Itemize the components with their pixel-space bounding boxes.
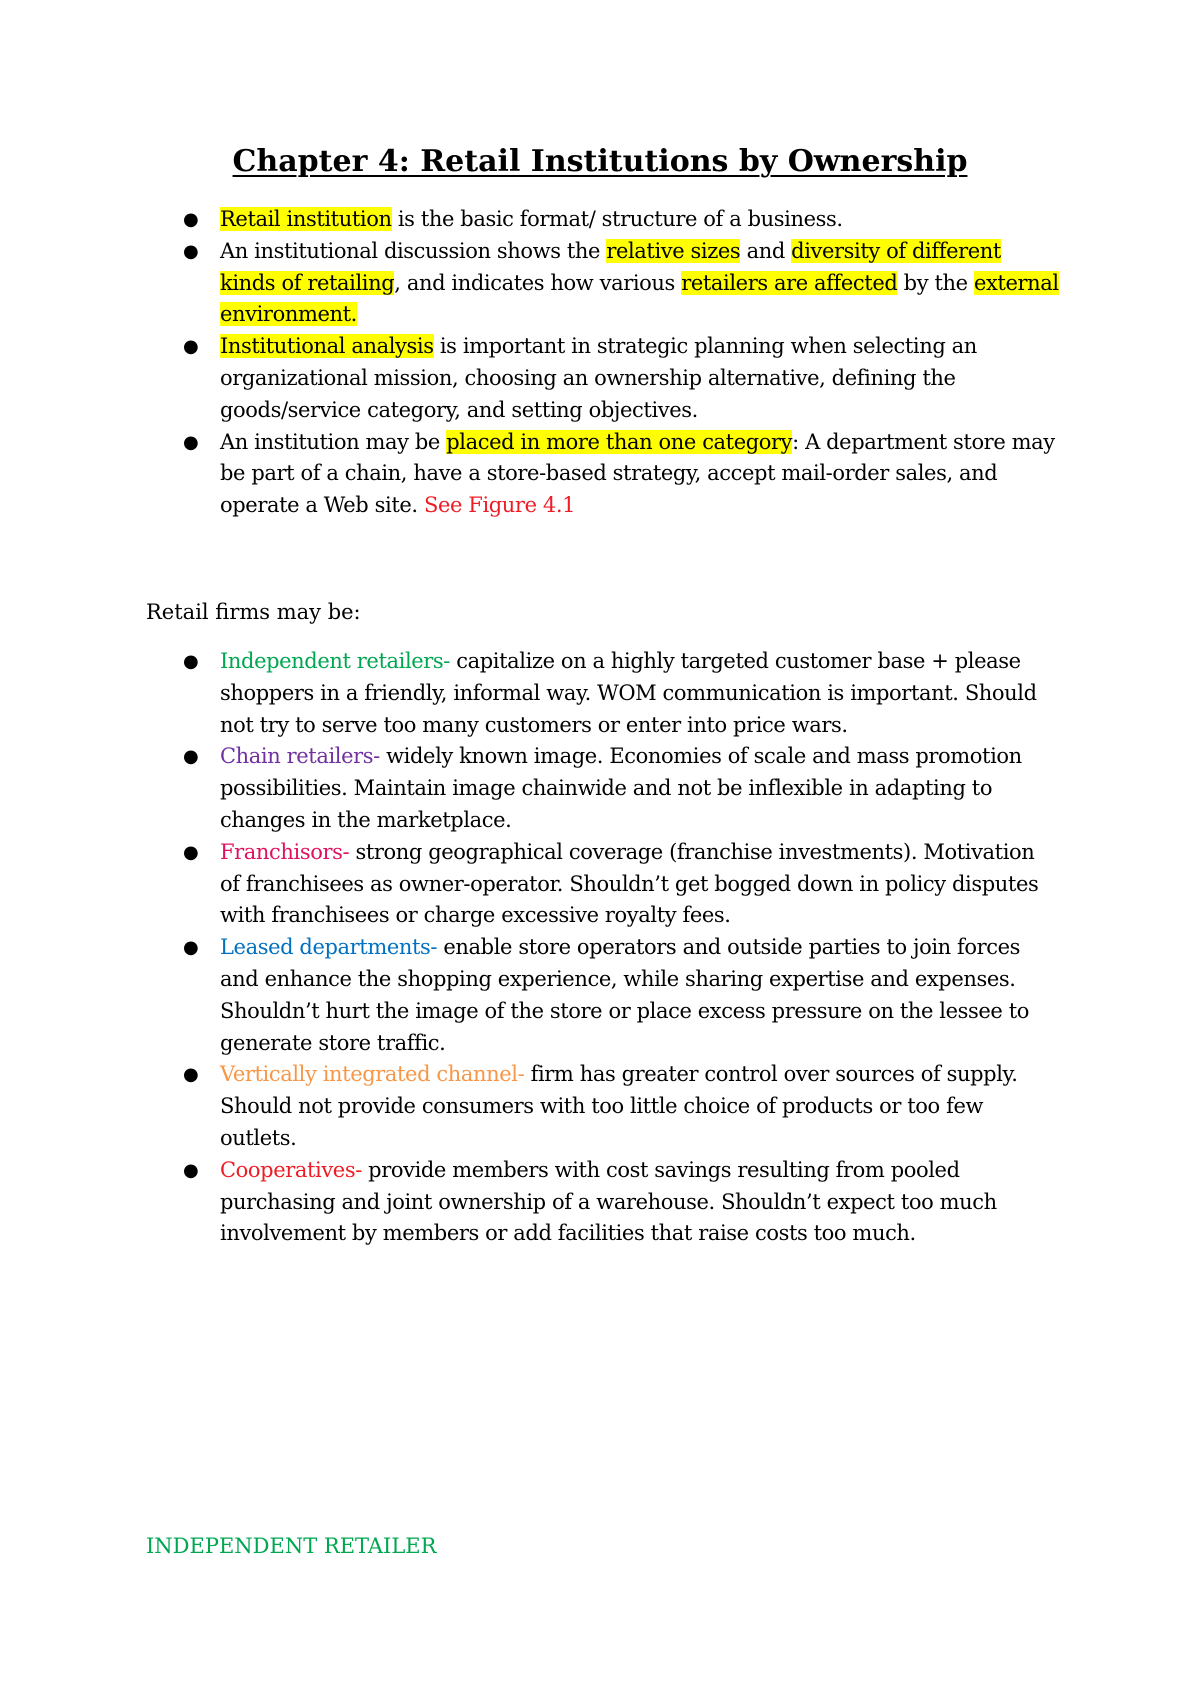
item-text: capitalize on a highly targeted customer base + please shoppers in a friendly, informal way. WOM communication is important. Should not try to serve too many customers or enter into price wars. [220, 649, 1037, 737]
firm-type-label: Vertically integrated channel- [220, 1062, 525, 1087]
highlighted-term: Retail institution [220, 207, 392, 231]
item-text: is important in strategic planning when selecting an organizational mission, choosing an ownership alternative, defining the goods/service category, and setting objectives. [220, 334, 977, 422]
list-item [0, 331, 1060, 426]
bullet-icon: ● [183, 1064, 199, 1086]
bullet-icon: ● [183, 209, 199, 230]
highlighted-term: external environment. [220, 270, 1059, 327]
item-text: An institutional discussion shows the [220, 238, 607, 263]
bullet-icon: ● [183, 937, 199, 959]
list-item [0, 236, 1060, 331]
item-text: enable store operators and outside parties to join forces and enhance the shopping experience, while sharing expertise and expenses. Shouldn’t hurt the image of the store or place excess pressure on the lessee to generate store traffic. [220, 935, 1030, 1055]
highlighted-term: diversity of different kinds of retailing [220, 238, 1001, 295]
item-text: is the basic format/ structure of a business. [391, 207, 843, 231]
item-text: by the [897, 270, 974, 295]
list-item [0, 1059, 1060, 1154]
list-item [0, 1155, 1060, 1250]
bullet-icon: ● [183, 1159, 199, 1181]
highlighted-term: Institutional analysis [220, 334, 434, 359]
bullet-icon: ● [183, 240, 199, 262]
item-text: and [740, 238, 792, 263]
item-text: An institution may be [220, 429, 447, 454]
list-item [0, 741, 1060, 836]
list-item [0, 932, 1060, 1059]
item-text: : A department store may be part of a chain, have a store-based strategy, accept mail-order sales, and operate a Web site. [220, 429, 1055, 518]
firm-type-label: Independent retailers- [220, 649, 450, 673]
intro-bullet-list [0, 204, 1060, 522]
list-item [0, 427, 1060, 522]
highlighted-term: relative sizes [606, 238, 741, 263]
firm-type-label: Cooperatives- [220, 1157, 362, 1182]
firm-type-label: Franchisors- [220, 839, 350, 864]
list-item [0, 204, 1060, 236]
highlighted-term: placed in more than one category [446, 429, 793, 454]
retail-firms-label: Retail firms may be: [146, 600, 361, 624]
bullet-icon: ● [183, 336, 199, 358]
list-item [0, 646, 1060, 741]
section-heading-independent-retailer: INDEPENDENT RETAILER [146, 1534, 437, 1558]
item-text: widely known image. Economies of scale and mass promotion possibilities. Maintain image chainwide and not be inflexible in adapting to changes in the marketplace. [220, 744, 1022, 832]
item-text: provide members with cost savings resulting from pooled purchasing and joint ownership of a warehouse. Shouldn’t expect too much involvement by members or add facilities that raise costs too much. [220, 1157, 997, 1246]
firm-type-label: Chain retailers- [220, 744, 380, 769]
firm-type-label: Leased departments- [220, 935, 438, 960]
firm-types-list [0, 646, 1060, 1250]
highlighted-term: retailers are affected [681, 270, 898, 295]
bullet-icon: ● [183, 431, 199, 453]
figure-reference: See Figure 4.1 [423, 493, 576, 518]
item-text: firm has greater control over sources of supply. Should not provide consumers with too little choice of products or too few outlets. [220, 1062, 1018, 1150]
list-item [0, 837, 1060, 932]
page-title: Chapter 4: Retail Institutions by Ownership [232, 144, 968, 179]
bullet-icon: ● [183, 746, 199, 768]
bullet-icon: ● [183, 651, 199, 672]
bullet-icon: ● [183, 841, 199, 863]
item-text: , and indicates how various [394, 270, 682, 295]
item-text: strong geographical coverage (franchise investments). Motivation of franchisees as owner-operator. Shouldn’t get bogged down in policy disputes with franchisees or charge excessive royalty fees. [220, 839, 1039, 928]
